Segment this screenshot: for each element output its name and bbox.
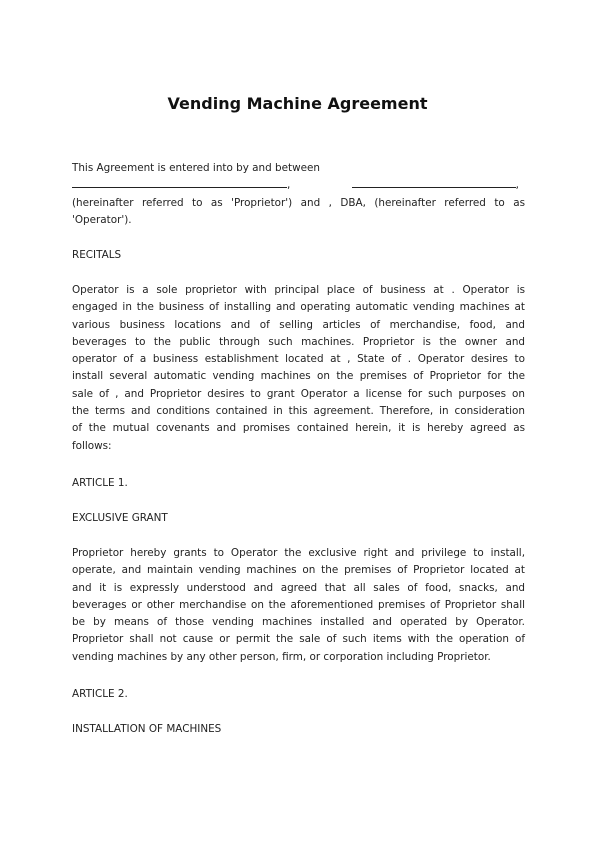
paragraph-line: operate, and maintain vending machines on the premises of Proprietor located at bbox=[72, 564, 525, 577]
operator-name-blank bbox=[352, 177, 516, 188]
paragraph-line: vending machines by any other person, firm, or corporation including Proprietor. bbox=[72, 650, 491, 663]
party-blank-line bbox=[72, 177, 525, 194]
paragraph-line: the terms and conditions contained in this agreement. Therefore, in consideration bbox=[72, 405, 525, 418]
intro-line: (hereinafter referred to as 'Proprietor') and , DBA, (hereinafter referred to as bbox=[72, 196, 525, 209]
intro-line: This Agreement is entered into by and between bbox=[72, 162, 320, 174]
paragraph-line: sale of , and Proprietor desires to grant Operator a license for such purposes on bbox=[72, 387, 525, 400]
recitals-heading: RECITALS bbox=[72, 249, 122, 261]
paragraph-line: and it is expressly understood and agreed that all sales of food, snacks, and bbox=[72, 581, 525, 594]
article-2-label: ARTICLE 2. bbox=[72, 688, 128, 700]
intro-paragraph bbox=[72, 160, 525, 229]
paragraph-line: beverages or other merchandise on the aforementioned premises of Proprietor shall bbox=[72, 598, 525, 611]
document-title: Vending Machine Agreement bbox=[167, 94, 428, 113]
article-2-heading: INSTALLATION OF MACHINES bbox=[72, 723, 222, 735]
paragraph-line: Operator is a sole proprietor with principal place of business at . Operator is bbox=[72, 284, 525, 296]
article-1-paragraph bbox=[72, 545, 525, 666]
blank-separator: , bbox=[515, 179, 519, 192]
paragraph-line: beverages to the public through such machines. Proprietor is the owner and bbox=[72, 335, 525, 348]
recitals-paragraph bbox=[72, 282, 525, 455]
paragraph-line: various business locations and of selling articles of merchandise, food, and bbox=[72, 318, 525, 331]
paragraph-line: install several automatic vending machines on the premises of Proprietor for the bbox=[72, 370, 525, 383]
proprietor-name-blank bbox=[72, 177, 287, 188]
blank-separator: , bbox=[287, 179, 291, 192]
paragraph-line: follows: bbox=[72, 439, 112, 452]
article-1-label: ARTICLE 1. bbox=[72, 477, 128, 489]
paragraph-line: engaged in the business of installing and operating automatic vending machines at bbox=[72, 301, 525, 314]
article-1-heading: EXCLUSIVE GRANT bbox=[72, 512, 168, 524]
paragraph-line: Proprietor shall not cause or permit the sale of such items with the operation of bbox=[72, 633, 525, 646]
paragraph-line: of the mutual covenants and promises contained herein, it is hereby agreed as bbox=[72, 422, 525, 435]
paragraph-line: be by means of those vending machines installed and operated by Operator. bbox=[72, 616, 525, 629]
paragraph-line: Proprietor hereby grants to Operator the exclusive right and privilege to install, bbox=[72, 547, 525, 559]
paragraph-line: operator of a business establishment located at , State of . Operator desires to bbox=[72, 353, 525, 366]
intro-line: 'Operator'). bbox=[72, 213, 132, 226]
